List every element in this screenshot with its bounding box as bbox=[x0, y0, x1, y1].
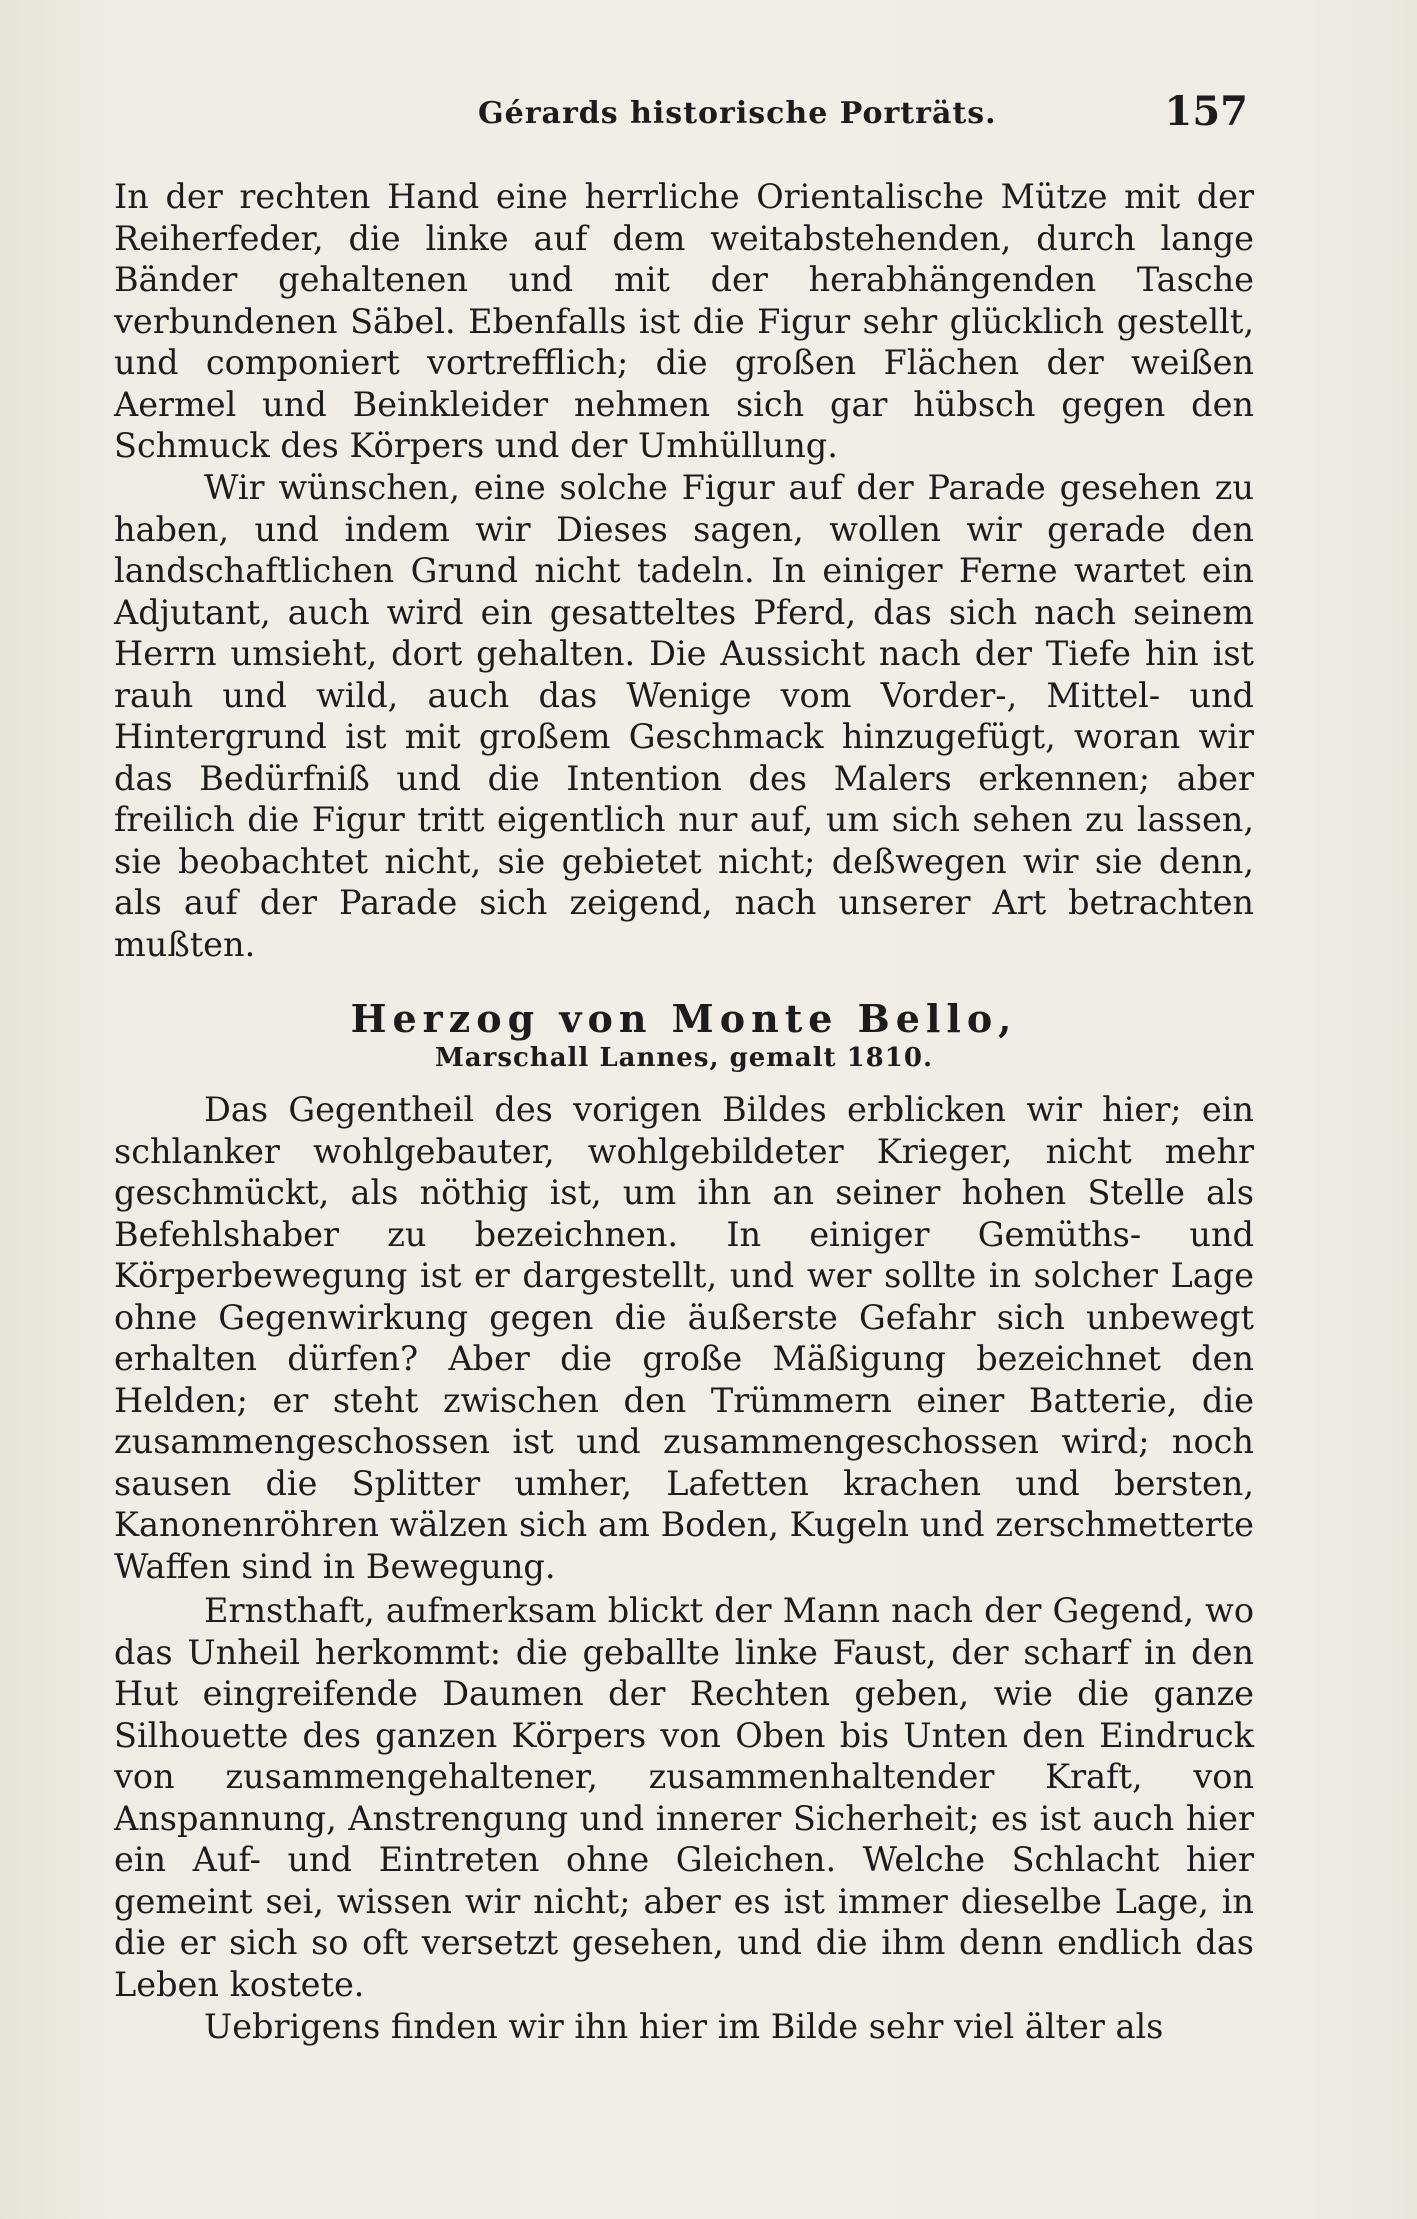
paragraph-4: Ernsthaft, aufmerksam blickt der Mann nach der Gegend, wo das Unheil herkommt: die geballte linke Faust, der scharf in den Hut eingreifende Daumen der Rechten geben, wie die ganze Silhouette des ganzen Körpers von Oben bis Unten den Eindruck von zusammengehaltener, zusammenhaltender Kraft, von Anspannung, Anstrengung und innerer Sicherheit; es ist auch hier ein Auf- und Eintreten ohne Gleichen. Welche Schlacht hier gemeint sei, wissen wir nicht; aber es ist immer dieselbe Lage, in die er sich so oft versetzt gesehen, und die ihm denn endlich das Leben kostete. bbox=[114, 1591, 1254, 2004]
paragraph-1: In der rechten Hand eine herrliche Orientalische Mütze mit der Reiherfeder, die linke auf dem weitabstehenden, durch lange Bänder gehaltenen und mit der herabhängenden Tasche verbundenen Säbel. Ebenfalls ist die Figur sehr glücklich gestellt, und componiert vortrefflich; die großen Flächen der weißen Aermel und Beinkleider nehmen sich gar hübsch gegen den Schmuck des Körpers und der Umhüllung. bbox=[114, 177, 1254, 465]
section-title: Herzog von Monte Bello, bbox=[350, 996, 1018, 1041]
section-subtitle: Marschall Lannes, gemalt 1810. bbox=[435, 1043, 933, 1073]
paragraph-2: Wir wünschen, eine solche Figur auf der Parade gesehen zu haben, und indem wir Dieses sagen, wollen wir gerade den landschaftlichen Grund nicht tadeln. In einiger Ferne wartet ein Adjutant, auch wird ein gesatteltes Pferd, das sich nach seinem Herrn umsieht, dort gehalten. Die Aussicht nach der Tiefe hin ist rauh und wild, auch das Wenige vom Vorder-, Mittel- und Hintergrund ist mit großem Geschmack hinzugefügt, woran wir das Bedürfniß und die Intention des Malers erkennen; aber freilich die Figur tritt eigentlich nur auf, um sich sehen zu lassen, sie beobachtet nicht, sie gebietet nicht; deßwegen wir sie denn, als auf der Parade sich zeigend, nach unserer Art betrachten mußten. bbox=[114, 468, 1254, 964]
page-header bbox=[118, 88, 1248, 138]
page-number: 157 bbox=[1164, 88, 1248, 135]
running-title: Gérards historische Porträts. bbox=[478, 96, 997, 131]
paragraph-3: Das Gegentheil des vorigen Bildes erblicken wir hier; ein schlanker wohlgebauter, wohlgebildeter Krieger, nicht mehr geschmückt, als nöthig ist, um ihn an seiner hohen Stelle als Befehlshaber zu bezeichnen. In einiger Gemüths- und Körperbewegung ist er dargestellt, und wer sollte in solcher Lage ohne Gegenwirkung gegen die äußerste Gefahr sich unbewegt erhalten dürfen? Aber die große Mäßigung bezeichnet den Helden; er steht zwischen den Trümmern einer Batterie, die zusammengeschossen ist und zusammengeschossen wird; noch sausen die Splitter umher, Lafetten krachen und bersten, Kanonenröhren wälzen sich am Boden, Kugeln und zerschmetterte Waffen sind in Bewegung. bbox=[114, 1090, 1254, 1586]
paragraph-5: Uebrigens finden wir ihn hier im Bilde sehr viel älter als bbox=[204, 2007, 1164, 2046]
